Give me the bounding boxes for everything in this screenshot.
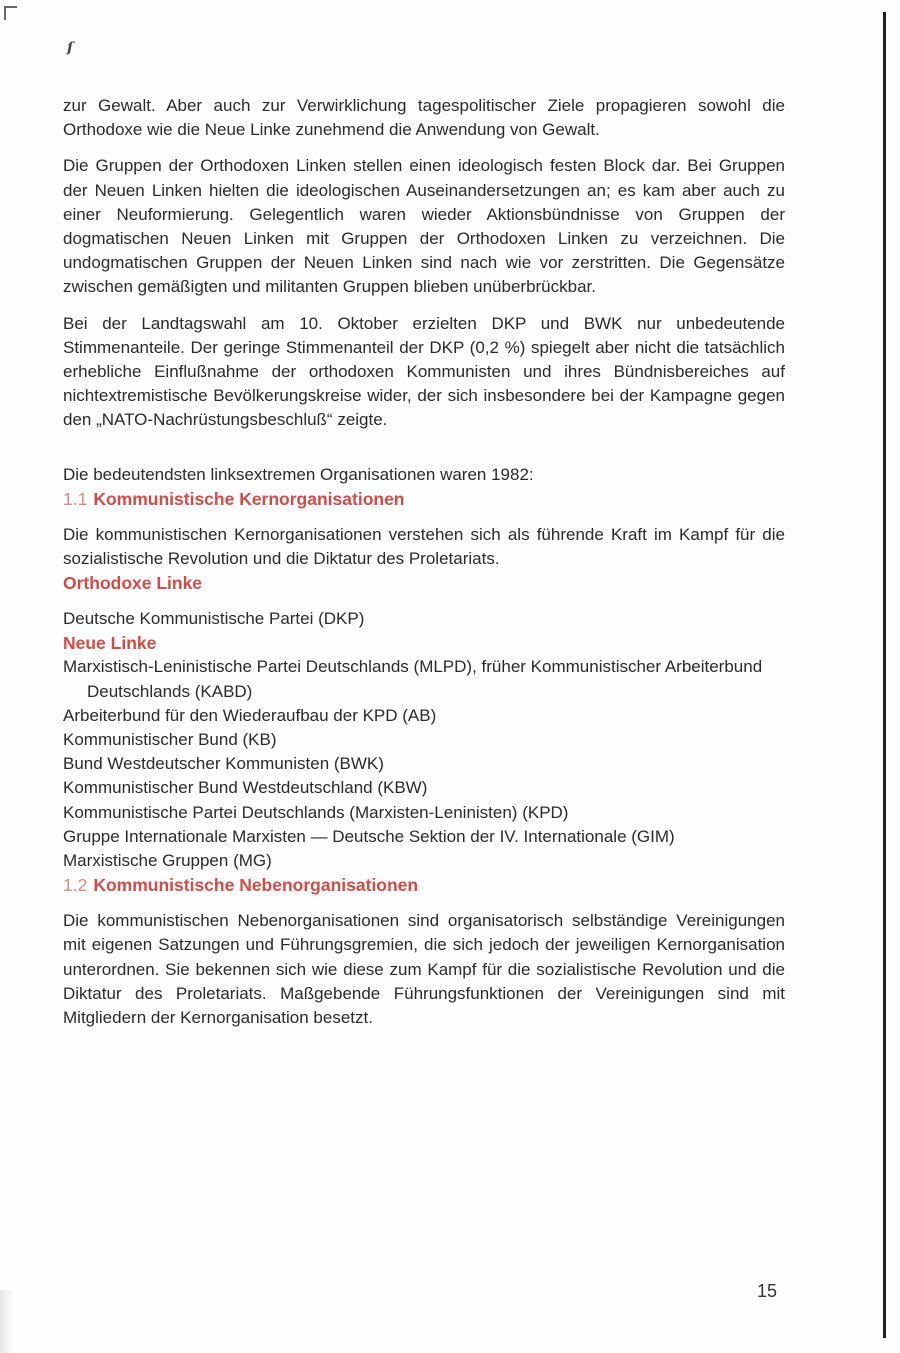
subheading-orthodox-left: Orthodoxe Linke bbox=[63, 573, 203, 594]
paragraph-election: Bei der Landtagswahl am 10. Oktober erzielten DKP und BWK nur unbedeutende Stimmenanteile. Der geringe Stimmenanteil der DKP (0,2 %) spiegelt aber nicht die tatsächlich erhebliche Einflußnahme der orthodoxen Kommunisten und ihres Bündnisbereiches auf nichtextremistische Bevölkerungskreise wider, der sich insbesondere bei der Kampagne gegen den „NATO-Nachrüstungsbeschluß“ zeigte. bbox=[63, 313, 785, 430]
section-number: 1.1 bbox=[63, 488, 88, 509]
section-1-1-text: Die kommunistischen Kernorganisationen verstehen sich als führende Kraft im Kampf für die sozialistische Revolution und die Diktatur des Proletariats. bbox=[63, 524, 785, 569]
list-item: Marxistisch-Leninistische Partei Deutschlands (MLPD), früher Kommunistischer Arbeiterbund Deutschlands (KABD) bbox=[63, 657, 763, 701]
page-edge-rule bbox=[883, 12, 886, 1338]
paragraph-groups: Die Gruppen der Orthodoxen Linken stellen einen ideologisch festen Block dar. Bei Gruppen der Neuen Linken hielten die ideologischen Auseinandersetzungen an; es kam aber auch zu einer Neuformierung. Gelegentlich waren wieder Aktionsbündnisse von Gruppen der dogmatischen Neuen Linken mit Gruppen der Orthodoxen Linken zu verzeichnen. Die undogmatischen Gruppen der Neuen Linken sind nach wie vor zerstritten. Die Gegensätze zwischen gemäßigten und militanten Gruppen blieben unüberbrückbar. bbox=[63, 156, 785, 297]
orthodox-org-item: Deutsche Kommunistische Partei (DKP) bbox=[63, 609, 365, 629]
page-number: 15 bbox=[757, 1281, 778, 1301]
list-item: Kommunistischer Bund (KB) bbox=[63, 730, 277, 750]
section-title: Kommunistische Kernorganisationen bbox=[93, 488, 405, 509]
list-item: Kommunistischer Bund Westdeutschland (KBW) bbox=[63, 778, 428, 798]
section-heading-1-2 bbox=[63, 873, 785, 897]
paragraph-organisations-intro: Die bedeutendsten linksextremen Organisationen waren 1982: bbox=[63, 464, 534, 484]
scan-shadow bbox=[0, 1290, 14, 1353]
crop-mark bbox=[4, 6, 17, 8]
section-number: 1.2 bbox=[63, 875, 88, 896]
section-1-2-text: Die kommunistischen Nebenorganisationen sind organisatorisch selbständige Vereinigungen mit eigenen Satzungen und Führungsgremien, die sich jedoch der jeweiligen Kernorganisation unterordnen. Sie bekennen sich wie diese zum Kampf für die sozialistische Revolution und die Diktatur des Proletariats. Maßgebende Führungsfunktionen der Vereinigungen sind mit Mitgliedern der Kernorganisation besetzt. bbox=[63, 911, 785, 1028]
page-content bbox=[63, 94, 785, 1030]
new-left-org-list bbox=[63, 655, 785, 873]
paragraph-continuation: zur Gewalt. Aber auch zur Verwirklichung tagespolitischer Ziele propagieren sowohl die Orthodoxe wie die Neue Linke zunehmend die Anwendung von Gewalt. bbox=[63, 96, 785, 140]
subheading-new-left: Neue Linke bbox=[63, 633, 157, 654]
list-item: Arbeiterbund für den Wiederaufbau der KPD (AB) bbox=[63, 705, 437, 725]
list-item: Marxistische Gruppen (MG) bbox=[63, 851, 272, 871]
section-heading-1-1 bbox=[63, 487, 785, 511]
list-item: Kommunistische Partei Deutschlands (Marxisten-Leninisten) (KPD) bbox=[63, 802, 569, 822]
list-item: Bund Westdeutscher Kommunisten (BWK) bbox=[63, 754, 384, 774]
stray-ink-mark: ſ bbox=[67, 40, 74, 56]
crop-mark bbox=[4, 6, 6, 20]
list-item: Gruppe Internationale Marxisten — Deutsche Sektion der IV. Internationale (GIM) bbox=[63, 826, 675, 846]
section-title: Kommunistische Nebenorganisationen bbox=[93, 875, 419, 896]
